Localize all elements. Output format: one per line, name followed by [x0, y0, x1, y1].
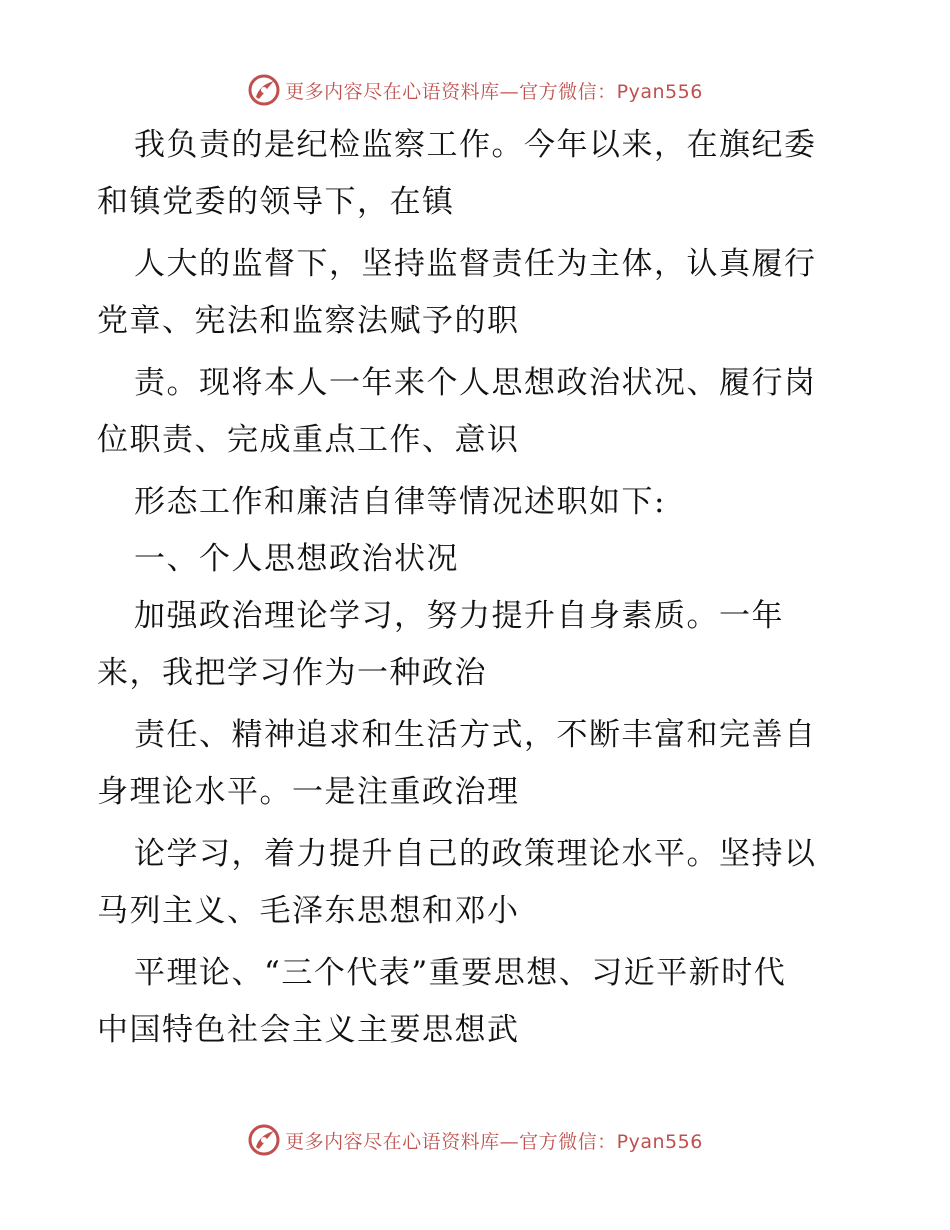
footer-banner — [0, 1120, 950, 1160]
paragraph-line: 来，我把学习作为一种政治 — [97, 655, 487, 691]
paragraph-line: 我负责的是纪检监察工作。今年以来，在旗纪委 — [134, 127, 817, 163]
logo-icon — [247, 73, 281, 107]
paragraph-line: 位职责、完成重点工作、意识 — [97, 422, 520, 458]
footer-banner-text: 更多内容尽在心语资料库—官方微信：Pyan556 — [285, 1130, 703, 1153]
paragraph-line: 责任、精神追求和生活方式，不断丰富和完善自 — [134, 717, 817, 753]
logo-icon — [247, 1123, 281, 1157]
section-heading: 一、个人思想政治状况 — [134, 541, 459, 577]
paragraph-line: 身理论水平。一是注重政治理 — [97, 774, 520, 810]
paragraph-line: 平理论、“三个代表”重要思想、习近平新时代 — [134, 955, 787, 991]
paragraph-line: 中国特色社会主义主要思想武 — [97, 1012, 520, 1048]
header-banner-text: 更多内容尽在心语资料库—官方微信：Pyan556 — [285, 80, 703, 103]
paragraph-line: 党章、宪法和监察法赋予的职 — [97, 303, 520, 339]
header-banner — [0, 70, 950, 110]
paragraph-line: 加强政治理论学习，努力提升自身素质。一年 — [134, 598, 784, 634]
paragraph-line: 责。现将本人一年来个人思想政治状况、履行岗 — [134, 365, 817, 401]
paragraph-line: 人大的监督下，坚持监督责任为主体，认真履行 — [134, 246, 817, 282]
paragraph-line: 形态工作和廉洁自律等情况述职如下: — [134, 484, 666, 520]
paragraph-line: 论学习，着力提升自己的政策理论水平。坚持以 — [134, 836, 817, 872]
paragraph-line: 和镇党委的领导下，在镇 — [97, 184, 455, 220]
paragraph-line: 马列主义、毛泽东思想和邓小 — [97, 893, 520, 929]
